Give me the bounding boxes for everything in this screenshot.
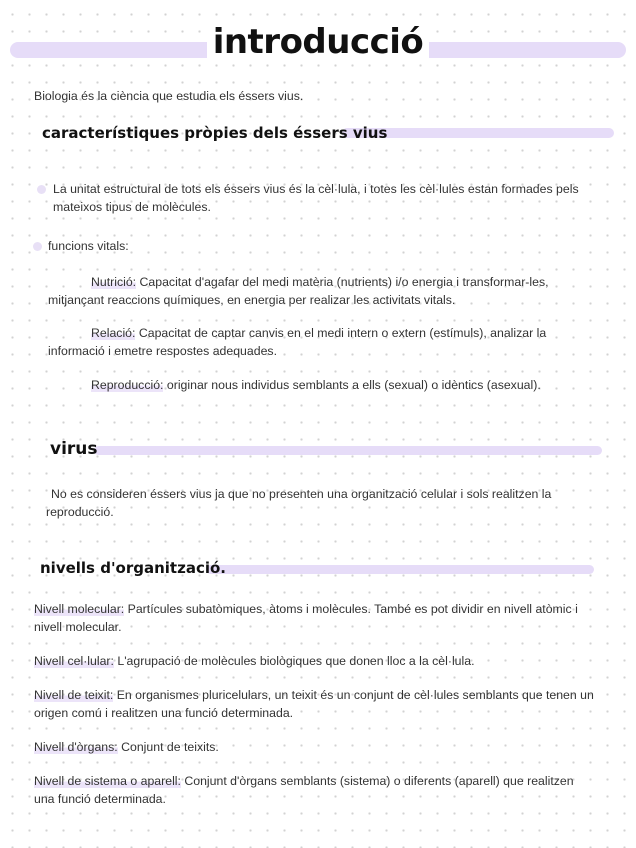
nivells-heading: nivells d'organització. <box>40 559 226 577</box>
virus-text: No es consideren éssers vius ja que no presenten una organització celular i sols realitzen la reproducció. <box>46 487 552 519</box>
reproduccio-text: originar nous individus semblants a ells (sexual) o idèntics (asexual). <box>163 378 541 392</box>
reproduccio-paragraph <box>48 376 593 394</box>
nivell-sistema-text: Conjunt d'òrgans semblants (sistema) o diferents (aparell) que realitzen una funció determinada. <box>34 774 574 806</box>
nivell-molecular-term: Nivell molecular: <box>34 602 125 616</box>
nivell-cellular-paragraph <box>34 652 596 670</box>
nivell-teixit-paragraph <box>34 686 596 722</box>
relacio-paragraph <box>48 324 593 360</box>
nivell-organs-term: Nivell d'òrgans: <box>34 740 118 754</box>
relacio-term: Relació: <box>91 326 136 340</box>
bullet-dot <box>37 185 46 194</box>
nutricio-paragraph <box>48 273 593 309</box>
virus-heading-highlight <box>94 446 602 455</box>
cellula-bullet-text: La unitat estructural de tots els éssers vius és la cèl·lula, i totes les cèl·lules estan formades pels mateixos tipus de molècules. <box>53 182 579 214</box>
reproduccio-term: Reproducció: <box>91 378 164 392</box>
relacio-text: Capacitat de captar canvis en el medi intern o extern (estímuls), analizar la informació i emetre respostes adequades. <box>48 326 547 358</box>
nivell-molecular-paragraph <box>34 600 596 636</box>
nivell-organs-text: Conjunt de teixits. <box>117 740 219 754</box>
nivell-cellular-text: L'agrupació de molècules biològiques que donen lloc a la cèl·lula. <box>113 654 475 668</box>
nutricio-text: Capacitat d'agafar del medi matèria (nutrients) i/o energia i transformar-les, mitjançant reaccions químiques, en energia per realizar les activitats vitals. <box>48 275 549 307</box>
caracteristiques-heading: característiques pròpies dels éssers vius <box>42 124 388 142</box>
nivell-organs-paragraph <box>34 738 596 756</box>
nutricio-term: Nutrició: <box>91 275 137 289</box>
virus-heading: virus <box>50 439 98 459</box>
nivells-heading-highlight <box>206 565 594 574</box>
page-title: introducció <box>0 22 636 62</box>
nivell-teixit-text: En organismes pluricelulars, un teixit és un conjunt de cèl·lules semblants que tenen un origen comú i realitzen una funció determinada. <box>34 688 594 720</box>
funcions-vitals-label: funcions vitals: <box>48 239 129 253</box>
nivell-molecular-text: Partícules subatòmiques, àtoms i molècules. També es pot dividir en nivell atòmic i nivell molecular. <box>34 602 578 634</box>
intro-text: Biologia és la ciència que estudia els éssers vius. <box>34 89 304 103</box>
nivell-teixit-term: Nivell de teixit: <box>34 688 114 702</box>
nivell-sistema-paragraph <box>34 772 596 808</box>
nivell-cellular-term: Nivell cel·lular: <box>34 654 114 668</box>
bullet-dot <box>33 242 42 251</box>
nivell-sistema-term: Nivell de sistema o aparell: <box>34 774 181 788</box>
